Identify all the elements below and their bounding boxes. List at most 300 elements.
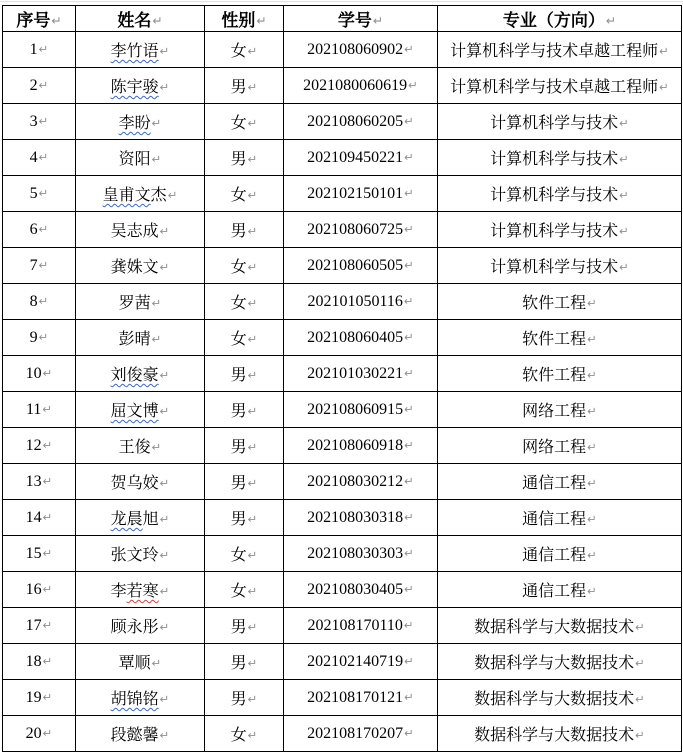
return-mark-icon: ↵ (42, 401, 53, 416)
index-text: 18 (25, 652, 42, 670)
cell-student-id[interactable] (284, 500, 438, 536)
cell-student-id[interactable] (284, 716, 438, 752)
cell-gender[interactable] (205, 392, 284, 428)
name-text: 李 (110, 583, 127, 600)
gender-text: 女 (230, 259, 247, 276)
index-text: 8 (29, 292, 38, 310)
cell-gender[interactable] (205, 356, 284, 392)
cell-gender[interactable] (205, 176, 284, 212)
index-text: 17 (25, 616, 42, 634)
cell-index[interactable] (3, 32, 76, 68)
index-text: 1 (29, 40, 38, 58)
student-id-text: 202108170110 (307, 616, 403, 634)
gender-text: 男 (230, 511, 247, 528)
index-text: 14 (25, 508, 42, 526)
name-text: 胡锦铭 (110, 691, 159, 708)
return-mark-icon: ↵ (587, 476, 597, 490)
return-mark-icon: ↵ (159, 548, 170, 562)
major-text: 数据科学与大数据技术 (474, 691, 635, 708)
cell-major[interactable] (438, 176, 682, 212)
index-text: 4 (29, 148, 38, 166)
cell-major[interactable] (438, 248, 682, 284)
return-mark-icon: ↵ (619, 224, 629, 238)
major-text: 软件工程 (522, 295, 587, 312)
cell-name[interactable] (76, 500, 205, 536)
return-mark-icon: ↵ (587, 440, 597, 454)
name-text: 刘俊豪 (110, 367, 159, 384)
cell-index[interactable] (3, 464, 76, 500)
return-mark-icon: ↵ (151, 152, 162, 166)
index-text: 9 (29, 328, 38, 346)
cell-index[interactable] (3, 248, 76, 284)
gender-text: 女 (230, 43, 247, 60)
cell-gender[interactable] (205, 716, 284, 752)
return-mark-icon: ↵ (404, 185, 414, 200)
name-text: 彭晴 (118, 331, 151, 348)
index-text: 16 (25, 580, 42, 598)
name-text: 陈宇骏 (110, 79, 159, 96)
return-mark-icon: ↵ (42, 545, 53, 560)
return-mark-icon: ↵ (635, 692, 645, 706)
index-text: 19 (25, 688, 42, 706)
gender-text: 女 (230, 331, 247, 348)
cell-student-id[interactable] (284, 320, 438, 356)
return-mark-icon: ↵ (403, 293, 414, 308)
cell-index[interactable] (3, 356, 76, 392)
return-mark-icon: ↵ (247, 332, 258, 346)
return-mark-icon: ↵ (408, 77, 418, 92)
gender-text: 男 (230, 223, 247, 240)
gender-text: 男 (230, 151, 247, 168)
cell-student-id[interactable] (284, 104, 438, 140)
name-text: 若寒 (126, 583, 159, 600)
return-mark-icon: ↵ (247, 692, 258, 706)
major-text: 通信工程 (522, 511, 587, 528)
cell-index[interactable] (3, 104, 76, 140)
column-header-label: 序号 (16, 11, 51, 30)
table-row (3, 284, 682, 320)
cell-gender[interactable] (205, 428, 284, 464)
return-mark-icon: ↵ (38, 113, 49, 128)
return-mark-icon: ↵ (159, 512, 170, 526)
cell-index[interactable] (3, 284, 76, 320)
cell-name[interactable] (76, 464, 205, 500)
cell-major[interactable] (438, 716, 682, 752)
student-id-text: 202102150101 (307, 184, 404, 202)
column-header-label: 学号 (337, 11, 372, 30)
table-row (3, 68, 682, 104)
cell-student-id[interactable] (284, 464, 438, 500)
student-id-text: 2021080060619 (303, 76, 408, 94)
return-mark-icon: ↵ (247, 224, 258, 238)
return-mark-icon: ↵ (247, 656, 258, 670)
cell-index[interactable] (3, 68, 76, 104)
table-row (3, 680, 682, 716)
cell-name[interactable] (76, 104, 205, 140)
cell-index[interactable] (3, 320, 76, 356)
index-text: 11 (25, 400, 42, 418)
return-mark-icon: ↵ (38, 329, 49, 344)
name-text: 顾永彤 (110, 619, 159, 636)
cell-major[interactable] (438, 644, 682, 680)
cell-student-id[interactable] (284, 356, 438, 392)
return-mark-icon: ↵ (159, 692, 170, 706)
cell-student-id[interactable] (284, 428, 438, 464)
cell-name[interactable] (76, 320, 205, 356)
student-id-text: 202108060915 (307, 400, 404, 418)
cell-gender[interactable] (205, 68, 284, 104)
index-text: 12 (25, 436, 42, 454)
student-id-text: 202108060505 (307, 256, 404, 274)
cell-index[interactable] (3, 392, 76, 428)
major-text: 计算机科学与技术 (490, 223, 619, 240)
return-mark-icon: ↵ (38, 293, 49, 308)
cell-major[interactable] (438, 140, 682, 176)
cell-gender[interactable] (205, 644, 284, 680)
student-id-text: 202109450221 (307, 148, 404, 166)
table-row (3, 608, 682, 644)
column-header-gender[interactable] (205, 6, 284, 32)
student-id-text: 202108030318 (307, 508, 404, 526)
index-text: 6 (29, 220, 38, 238)
return-mark-icon: ↵ (372, 14, 384, 28)
return-mark-icon: ↵ (635, 728, 645, 742)
gender-text: 男 (230, 403, 247, 420)
return-mark-icon: ↵ (587, 332, 597, 346)
cell-index[interactable] (3, 644, 76, 680)
student-id-text: 202108060405 (307, 328, 404, 346)
cell-name[interactable] (76, 248, 205, 284)
name-text: 王俊 (118, 439, 151, 456)
return-mark-icon: ↵ (404, 221, 414, 236)
return-mark-icon: ↵ (404, 329, 414, 344)
cell-name[interactable] (76, 176, 205, 212)
major-text: 计算机科学与技术 (490, 115, 619, 132)
return-mark-icon: ↵ (404, 41, 414, 56)
cell-index[interactable] (3, 176, 76, 212)
major-text: 通信工程 (522, 547, 587, 564)
cell-student-id[interactable] (284, 32, 438, 68)
cell-index[interactable] (3, 536, 76, 572)
cell-gender[interactable] (205, 680, 284, 716)
index-text: 13 (25, 472, 42, 490)
return-mark-icon: ↵ (659, 44, 669, 58)
return-mark-icon: ↵ (42, 617, 53, 632)
cell-name[interactable] (76, 644, 205, 680)
name-text: 杰 (150, 187, 167, 204)
return-mark-icon: ↵ (247, 548, 258, 562)
return-mark-icon: ↵ (159, 260, 170, 274)
gender-text: 男 (230, 475, 247, 492)
return-mark-icon: ↵ (587, 404, 597, 418)
major-text: 数据科学与大数据技术 (474, 619, 635, 636)
student-id-text: 202101030221 (307, 364, 404, 382)
table-header (3, 6, 682, 32)
return-mark-icon: ↵ (38, 149, 49, 164)
gender-text: 女 (230, 583, 247, 600)
return-mark-icon: ↵ (159, 368, 170, 382)
cell-name[interactable] (76, 392, 205, 428)
gender-text: 女 (230, 547, 247, 564)
student-id-text: 202102140719 (307, 652, 404, 670)
table-row (3, 212, 682, 248)
table-row (3, 644, 682, 680)
return-mark-icon: ↵ (38, 257, 49, 272)
cell-name[interactable] (76, 356, 205, 392)
student-id-text: 202108060725 (307, 220, 404, 238)
cell-index[interactable] (3, 572, 76, 608)
return-mark-icon: ↵ (404, 725, 414, 740)
cell-major[interactable] (438, 536, 682, 572)
column-header-name[interactable] (76, 6, 205, 32)
gender-text: 女 (230, 187, 247, 204)
cell-gender[interactable] (205, 248, 284, 284)
cell-major[interactable] (438, 104, 682, 140)
table-row (3, 356, 682, 392)
index-text: 10 (25, 364, 42, 382)
return-mark-icon: ↵ (159, 44, 170, 58)
name-text: 覃顺 (118, 655, 151, 672)
index-text: 2 (29, 76, 38, 94)
table-row (3, 104, 682, 140)
student-table-body (3, 32, 682, 752)
student-id-text: 202108030212 (307, 472, 404, 490)
return-mark-icon: ↵ (403, 617, 414, 632)
return-mark-icon: ↵ (635, 620, 645, 634)
return-mark-icon: ↵ (159, 80, 170, 94)
cell-student-id[interactable] (284, 644, 438, 680)
cell-student-id[interactable] (284, 140, 438, 176)
index-text: 5 (29, 184, 38, 202)
column-header-label: 性别 (221, 11, 256, 30)
cell-major[interactable] (438, 464, 682, 500)
return-mark-icon: ↵ (247, 440, 258, 454)
major-text: 网络工程 (522, 403, 587, 420)
student-id-text: 202108030303 (307, 544, 404, 562)
return-mark-icon: ↵ (619, 116, 629, 130)
major-text: 计算机科学与技术 (490, 151, 619, 168)
return-mark-icon: ↵ (42, 725, 53, 740)
cell-student-id[interactable] (284, 536, 438, 572)
major-text: 通信工程 (522, 475, 587, 492)
cell-index[interactable] (3, 500, 76, 536)
cell-major[interactable] (438, 32, 682, 68)
cell-gender[interactable] (205, 500, 284, 536)
cell-gender[interactable] (205, 536, 284, 572)
return-mark-icon: ↵ (159, 620, 170, 634)
major-text: 计算机科学与技术卓越工程师 (450, 43, 659, 60)
column-header-major[interactable] (438, 6, 682, 32)
table-row (3, 32, 682, 68)
table-row (3, 536, 682, 572)
table-row (3, 392, 682, 428)
return-mark-icon: ↵ (247, 116, 258, 130)
return-mark-icon: ↵ (587, 548, 597, 562)
cell-student-id[interactable] (284, 572, 438, 608)
major-text: 计算机科学与技术 (490, 187, 619, 204)
cell-major[interactable] (438, 680, 682, 716)
gender-text: 男 (230, 691, 247, 708)
cell-index[interactable] (3, 608, 76, 644)
return-mark-icon: ↵ (42, 689, 53, 704)
student-roster-table (2, 5, 682, 752)
return-mark-icon: ↵ (587, 296, 597, 310)
return-mark-icon: ↵ (42, 581, 53, 596)
cell-gender[interactable] (205, 572, 284, 608)
return-mark-icon: ↵ (404, 545, 414, 560)
cell-student-id[interactable] (284, 248, 438, 284)
cell-major[interactable] (438, 500, 682, 536)
major-text: 网络工程 (522, 439, 587, 456)
return-mark-icon: ↵ (247, 620, 258, 634)
cell-major[interactable] (438, 212, 682, 248)
cell-index[interactable] (3, 680, 76, 716)
return-mark-icon: ↵ (247, 512, 258, 526)
table-row (3, 500, 682, 536)
cell-student-id[interactable] (284, 680, 438, 716)
column-header-index[interactable] (3, 6, 76, 32)
return-mark-icon: ↵ (404, 257, 414, 272)
cell-major[interactable] (438, 608, 682, 644)
table-row (3, 428, 682, 464)
cell-gender[interactable] (205, 212, 284, 248)
return-mark-icon: ↵ (38, 185, 49, 200)
return-mark-icon: ↵ (404, 689, 414, 704)
name-text: 资阳 (118, 151, 151, 168)
cell-gender[interactable] (205, 284, 284, 320)
name-text: 段懿馨 (110, 727, 159, 744)
return-mark-icon: ↵ (247, 80, 258, 94)
gender-text: 男 (230, 79, 247, 96)
student-id-text: 202108060902 (307, 40, 404, 58)
cell-major[interactable] (438, 284, 682, 320)
return-mark-icon: ↵ (404, 653, 414, 668)
cell-name[interactable] (76, 68, 205, 104)
return-mark-icon: ↵ (404, 113, 414, 128)
cell-major[interactable] (438, 356, 682, 392)
return-mark-icon: ↵ (151, 296, 162, 310)
cell-name[interactable] (76, 32, 205, 68)
cell-name[interactable] (76, 572, 205, 608)
return-mark-icon: ↵ (247, 44, 258, 58)
return-mark-icon: ↵ (619, 260, 629, 274)
cell-index[interactable] (3, 212, 76, 248)
cell-student-id[interactable] (284, 392, 438, 428)
cell-major[interactable] (438, 320, 682, 356)
return-mark-icon: ↵ (247, 152, 258, 166)
return-mark-icon: ↵ (247, 260, 258, 274)
name-text: 李竹语 (110, 43, 159, 60)
return-mark-icon: ↵ (38, 77, 49, 92)
cell-student-id[interactable] (284, 284, 438, 320)
return-mark-icon: ↵ (42, 365, 53, 380)
return-mark-icon: ↵ (404, 581, 414, 596)
cell-index[interactable] (3, 428, 76, 464)
return-mark-icon: ↵ (587, 512, 597, 526)
return-mark-icon: ↵ (151, 440, 162, 454)
name-text: 龙晨 (110, 511, 143, 528)
cell-index[interactable] (3, 716, 76, 752)
gender-text: 男 (230, 367, 247, 384)
return-mark-icon: ↵ (151, 656, 162, 670)
column-header-student-id[interactable] (284, 6, 438, 32)
cell-name[interactable] (76, 284, 205, 320)
cell-student-id[interactable] (284, 176, 438, 212)
return-mark-icon: ↵ (247, 188, 258, 202)
gender-text: 男 (230, 439, 247, 456)
column-header-label: 姓名 (117, 11, 152, 30)
cell-name[interactable] (76, 140, 205, 176)
gender-text: 男 (230, 619, 247, 636)
return-mark-icon: ↵ (619, 152, 629, 166)
cell-name[interactable] (76, 680, 205, 716)
cell-name[interactable] (76, 212, 205, 248)
cell-gender[interactable] (205, 140, 284, 176)
student-id-text: 202108030405 (307, 580, 404, 598)
table-row (3, 464, 682, 500)
cell-name[interactable] (76, 428, 205, 464)
name-text: 吴志成 (110, 223, 159, 240)
name-text: 罗茜 (118, 295, 151, 312)
cell-major[interactable] (438, 392, 682, 428)
student-id-text: 202108170121 (307, 688, 404, 706)
header-row (3, 6, 682, 32)
gender-text: 男 (230, 655, 247, 672)
cell-student-id[interactable] (284, 608, 438, 644)
return-mark-icon: ↵ (247, 584, 258, 598)
major-text: 计算机科学与技术卓越工程师 (450, 79, 659, 96)
return-mark-icon: ↵ (247, 368, 258, 382)
cell-student-id[interactable] (284, 212, 438, 248)
name-text: 张文玲 (110, 547, 159, 564)
gender-text: 女 (230, 115, 247, 132)
cell-major[interactable] (438, 572, 682, 608)
column-header-label: 专业（方向） (502, 11, 605, 30)
return-mark-icon: ↵ (159, 404, 170, 418)
major-text: 软件工程 (522, 367, 587, 384)
index-text: 20 (25, 724, 42, 742)
cell-major[interactable] (438, 428, 682, 464)
return-mark-icon: ↵ (247, 296, 258, 310)
return-mark-icon: ↵ (42, 509, 53, 524)
cell-major[interactable] (438, 68, 682, 104)
return-mark-icon: ↵ (42, 653, 53, 668)
student-id-text: 202108060205 (307, 112, 404, 130)
cell-index[interactable] (3, 140, 76, 176)
cell-name[interactable] (76, 716, 205, 752)
cell-gender[interactable] (205, 608, 284, 644)
page-top-edge-line (0, 1, 683, 2)
table-row (3, 716, 682, 752)
cell-gender[interactable] (205, 32, 284, 68)
return-mark-icon: ↵ (152, 14, 163, 28)
gender-text: 女 (230, 295, 247, 312)
cell-name[interactable] (76, 536, 205, 572)
return-mark-icon: ↵ (587, 368, 597, 382)
cell-student-id[interactable] (284, 68, 438, 104)
return-mark-icon: ↵ (51, 14, 62, 28)
cell-gender[interactable] (205, 320, 284, 356)
gender-text: 女 (230, 727, 247, 744)
return-mark-icon: ↵ (38, 221, 49, 236)
cell-gender[interactable] (205, 464, 284, 500)
cell-gender[interactable] (205, 104, 284, 140)
index-text: 3 (29, 112, 38, 130)
cell-name[interactable] (76, 608, 205, 644)
return-mark-icon: ↵ (404, 365, 414, 380)
name-text: 龚姝文 (110, 259, 159, 276)
major-text: 数据科学与大数据技术 (474, 727, 635, 744)
